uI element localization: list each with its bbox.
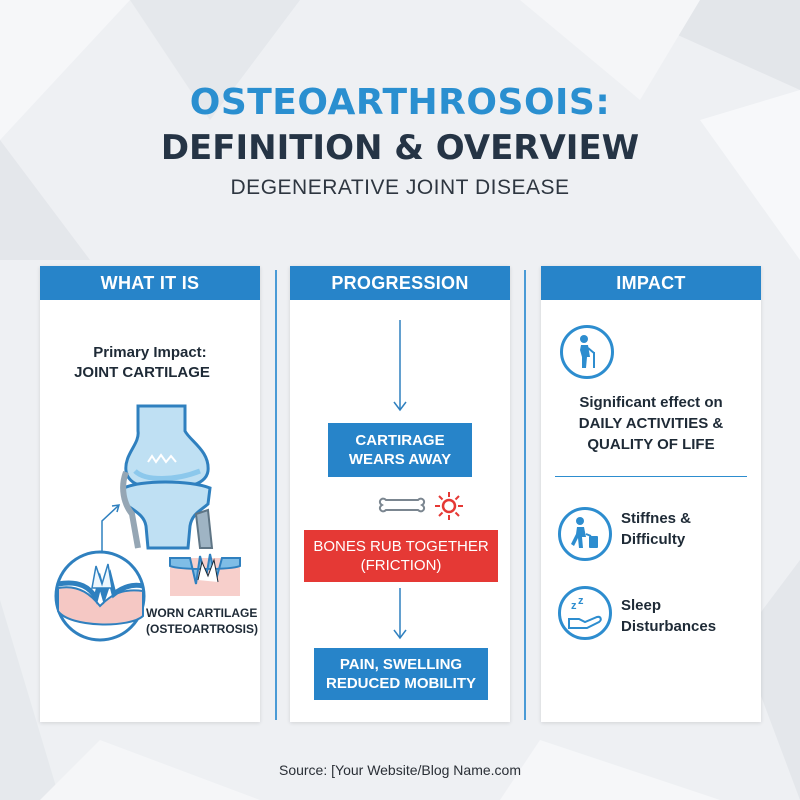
panel-heading-progression: PROGRESSION xyxy=(290,266,510,300)
step3-line1: PAIN, SWELLING xyxy=(339,655,463,673)
stiffness-label: Stiffnes & xyxy=(621,510,692,527)
bone-icon xyxy=(378,494,426,518)
step2-line2: (FRICTION) xyxy=(360,557,442,574)
source-credit: Source: [Your Website/Blog Name.com xyxy=(278,762,521,778)
impact-effect-line1: Significant effect on xyxy=(579,394,723,411)
impact-effect-line3: QUALITY OF LIFE xyxy=(587,436,715,453)
stiffness-sublabel: Difficulty xyxy=(621,531,686,548)
svg-text:z: z xyxy=(571,600,577,612)
sleep-label: Sleep xyxy=(621,597,662,614)
impact-separator xyxy=(555,476,747,477)
friction-spark-icon xyxy=(434,491,464,521)
knee-joint-illustration xyxy=(40,266,260,722)
primary-impact-label: Primary Impact: xyxy=(93,344,207,361)
step-cartilage-wears-away xyxy=(328,423,472,477)
title-line2: DEFINITION & OVERVIEW xyxy=(160,128,640,168)
sleep-sublabel: Disturbances xyxy=(621,618,717,635)
column-divider xyxy=(524,270,526,720)
title-line1: OSTEOARTHROSOIS: xyxy=(189,82,611,123)
step2-line1: BONES RUB TOGETHER xyxy=(313,537,489,555)
subtitle: DEGENERATIVE JOINT DISEASE xyxy=(230,176,570,199)
panel-what-it-is xyxy=(40,266,260,722)
primary-impact-value: JOINT CARTILAGE xyxy=(74,364,210,381)
impact-effect-line2: DAILY ACTIVITIES & xyxy=(578,415,724,432)
step-pain-swelling xyxy=(314,648,488,700)
worn-cartilage-label: WORN CARTILAGE xyxy=(146,606,258,620)
person-with-luggage-icon xyxy=(558,507,612,561)
panel-heading-what-it-is: WHAT IT IS xyxy=(40,266,260,300)
svg-text:z: z xyxy=(578,595,584,607)
step3-line2: REDUCED MOBILITY xyxy=(326,675,476,692)
panel-heading-impact: IMPACT xyxy=(541,266,761,300)
worn-cartilage-sublabel: (OSTEOARTROSIS) xyxy=(146,622,259,636)
panel-progression xyxy=(290,266,510,722)
column-divider xyxy=(275,270,277,720)
elderly-walker-icon xyxy=(560,325,614,379)
step1-line2: WEARS AWAY xyxy=(348,451,452,468)
step-bones-rub-together xyxy=(304,530,498,582)
sleep-hand-icon xyxy=(558,586,612,640)
step1-line1: CARTIRAGE xyxy=(355,431,445,449)
panel-impact xyxy=(541,266,761,722)
